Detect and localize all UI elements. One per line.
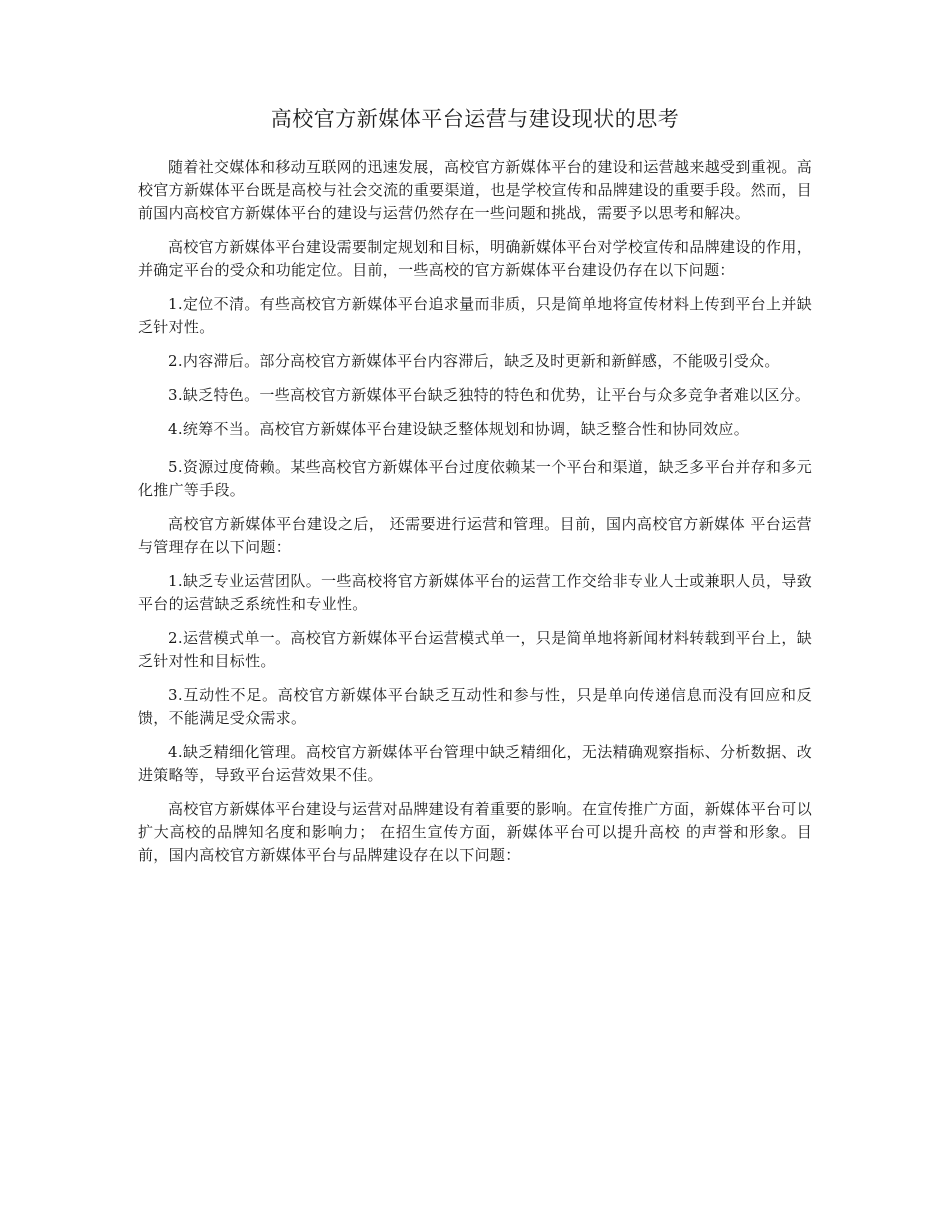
paragraph-operation-intro: 高校官方新媒体平台建设之后， 还需要进行运营和管理。目前，国内高校官方新媒体 平台运营与管理存在以下问题： bbox=[138, 515, 812, 556]
paragraph-construction-issue-2: 2.内容滞后。部分高校官方新媒体平台内容滞后，缺乏及时更新和新鲜感，不能吸引受众。 bbox=[168, 352, 780, 370]
paragraph-brand-intro: 高校官方新媒体平台建设与运营对品牌建设有着重要的影响。在宣传推广方面，新媒体平台可以扩大高校的品牌知名度和影响力； 在招生宣传方面，新媒体平台可以提升高校 的声誉和形象。目前，国内高校官方新媒体平台与品牌建设存在以下问题： bbox=[138, 800, 812, 864]
paragraph-construction-issue-3: 3.缺乏特色。一些高校官方新媒体平台缺乏独特的特色和优势，让平台与众多竞争者难以区分。 bbox=[168, 386, 811, 404]
paragraph-construction-issue-1: 1.定位不清。有些高校官方新媒体平台追求量而非质，只是简单地将宣传材料上传到平台上并缺乏针对性。 bbox=[138, 295, 812, 336]
paragraph-construction-issue-4: 4.统筹不当。高校官方新媒体平台建设缺乏整体规划和协调，缺乏整合性和协同效应。 bbox=[168, 420, 750, 438]
paragraph-operation-issue-2: 2.运营模式单一。高校官方新媒体平台运营模式单一，只是简单地将新闻材料转载到平台上，缺乏针对性和目标性。 bbox=[138, 629, 812, 670]
paragraph-operation-issue-3: 3.互动性不足。高校官方新媒体平台缺乏互动性和参与性，只是单向传递信息而没有回应和反馈，不能满足受众需求。 bbox=[138, 686, 812, 727]
paragraph-operation-issue-4: 4.缺乏精细化管理。高校官方新媒体平台管理中缺乏精细化，无法精确观察指标、分析数据、改进策略等，导致平台运营效果不佳。 bbox=[138, 743, 812, 784]
paragraph-construction-issue-5: 5.资源过度倚赖。某些高校官方新媒体平台过度依赖某一个平台和渠道，缺乏多平台并存和多元化推广等手段。 bbox=[138, 458, 812, 499]
paragraph-construction-intro: 高校官方新媒体平台建设需要制定规划和目标，明确新媒体平台对学校宣传和品牌建设的作用，并确定平台的受众和功能定位。目前，一些高校的官方新媒体平台建设仍存在以下问题： bbox=[138, 238, 812, 279]
document-title: 高校官方新媒体平台运营与建设现状的思考 bbox=[270, 107, 680, 131]
paragraph-intro: 随着社交媒体和移动互联网的迅速发展，高校官方新媒体平台的建设和运营越来越受到重视。高校官方新媒体平台既是高校与社会交流的重要渠道，也是学校宣传和品牌建设的重要手段。然而，目前国内高校官方新媒体平台的建设与运营仍然存在一些问题和挑战，需要予以思考和解决。 bbox=[138, 158, 812, 222]
paragraph-operation-issue-1: 1.缺乏专业运营团队。一些高校将官方新媒体平台的运营工作交给非专业人士或兼职人员，导致平台的运营缺乏系统性和专业性。 bbox=[138, 572, 812, 613]
